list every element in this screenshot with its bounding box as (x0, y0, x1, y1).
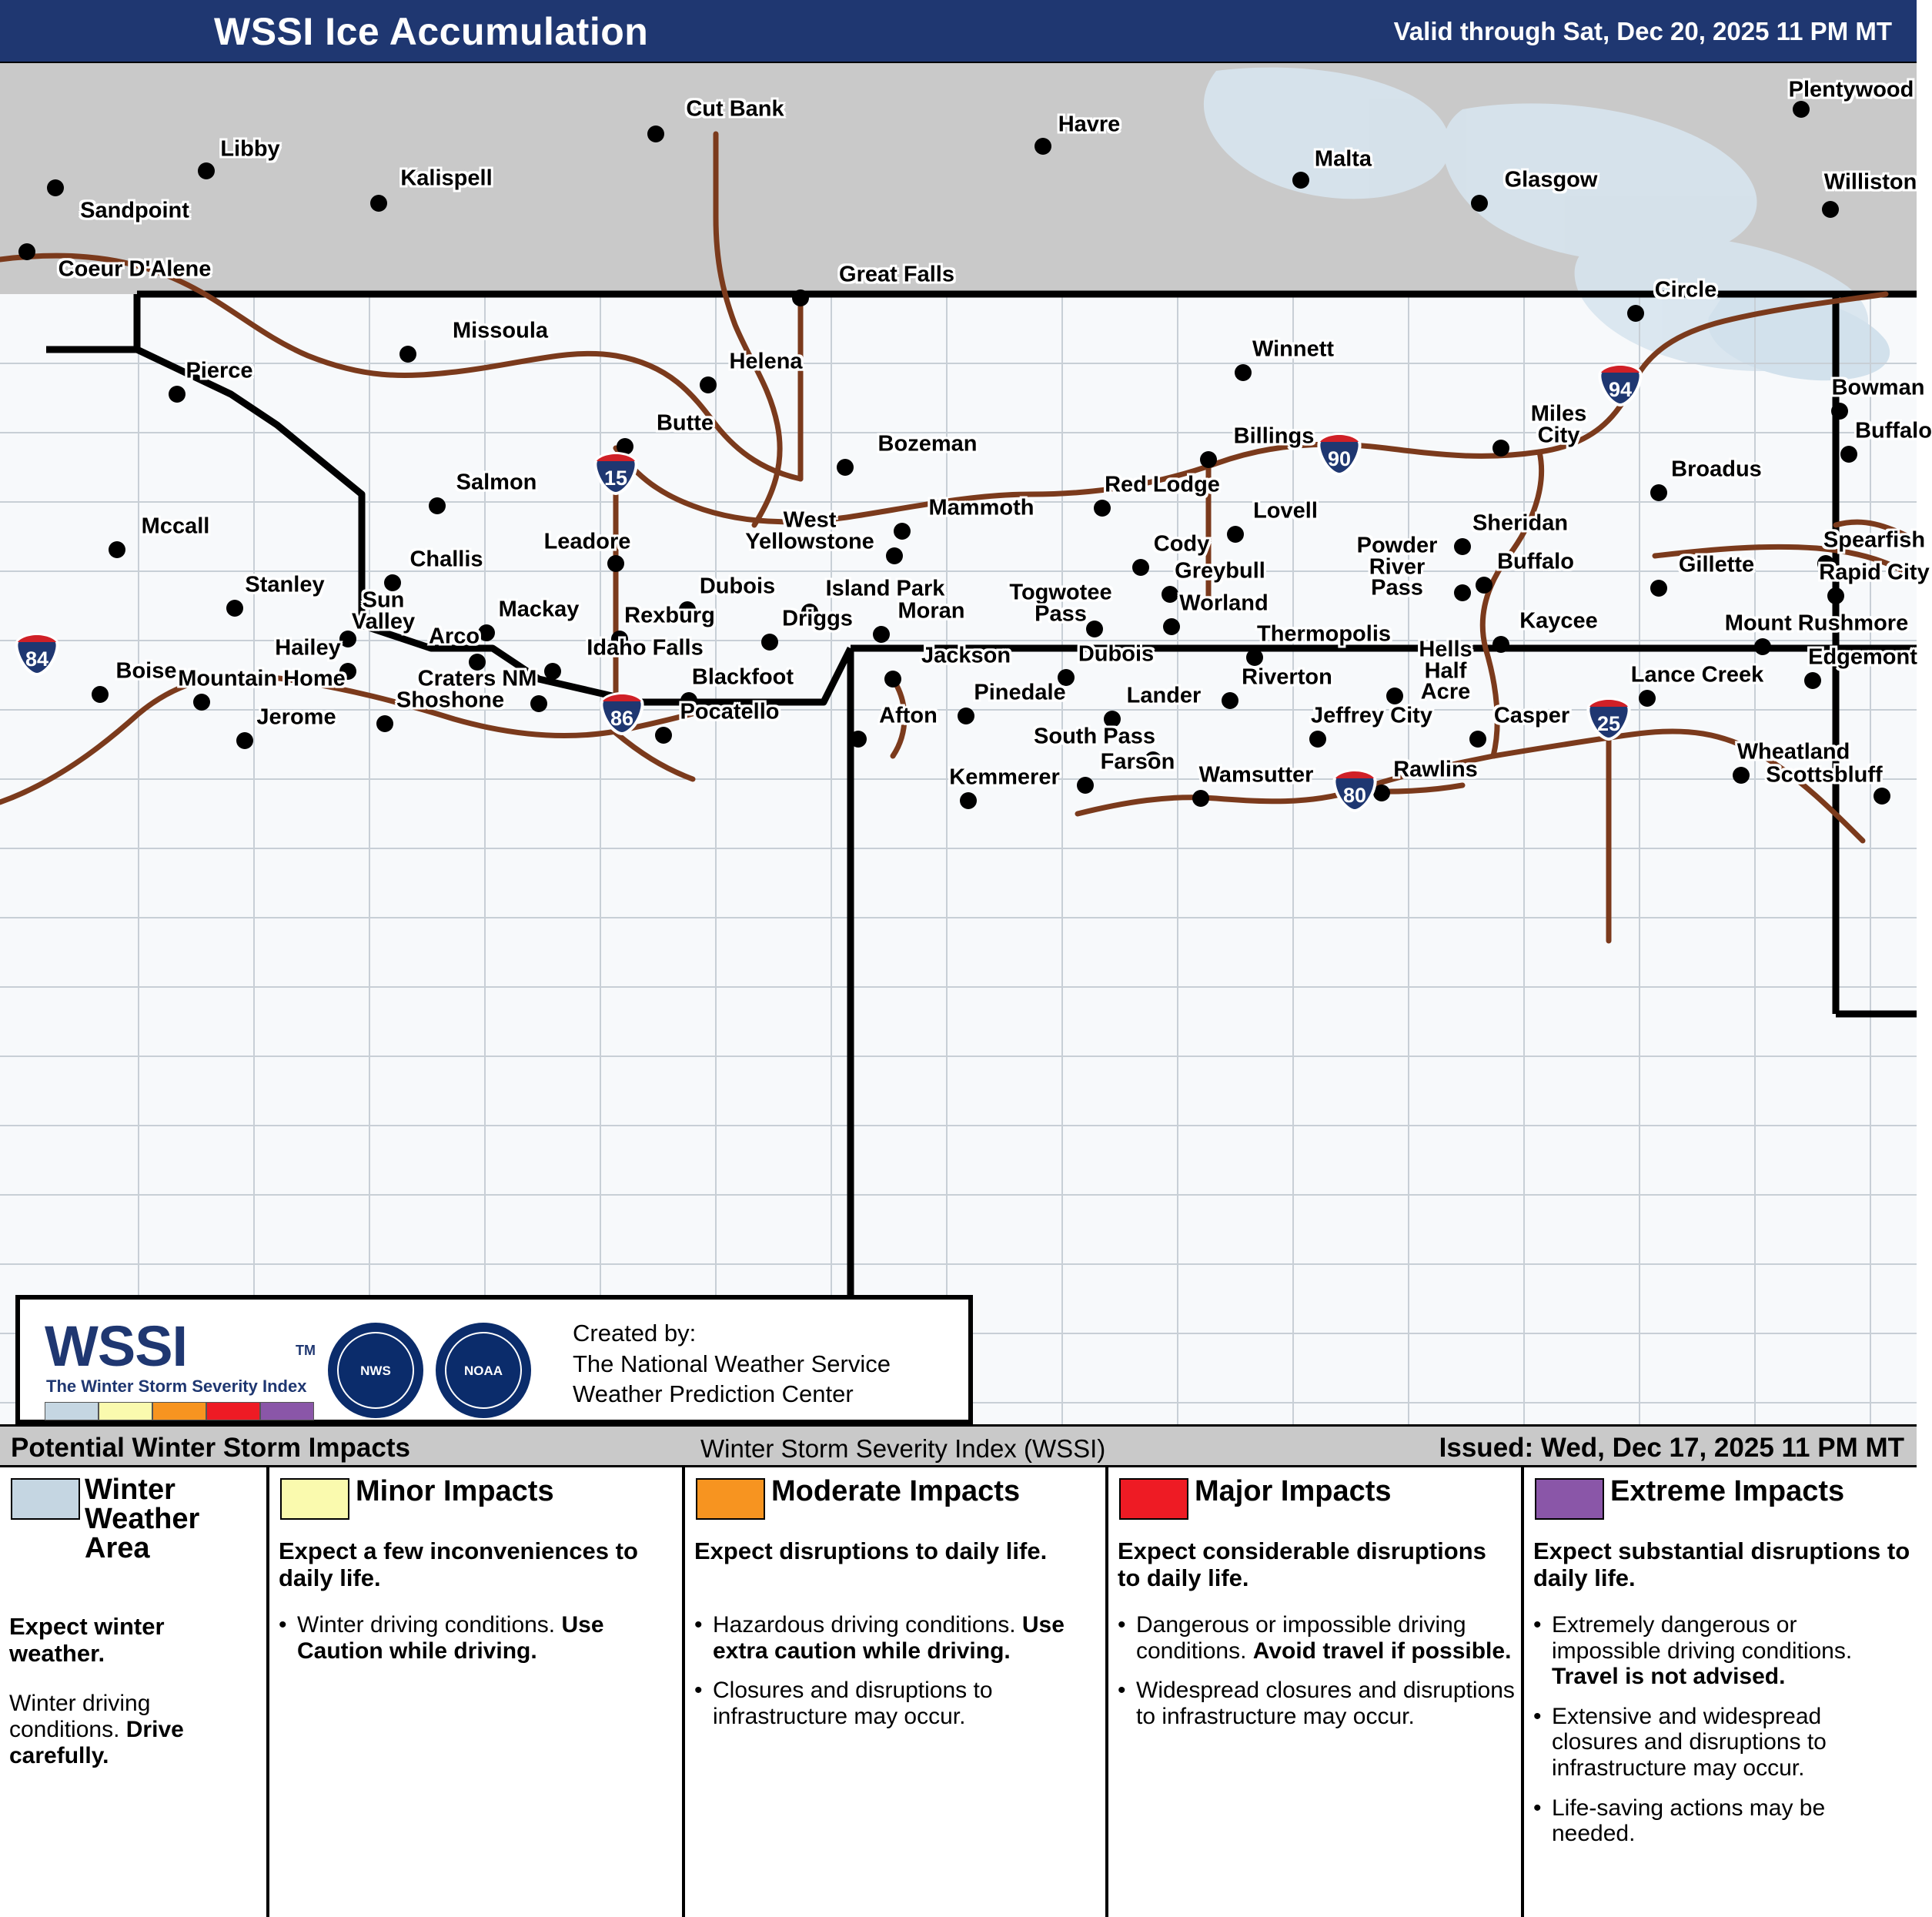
impact-legend (0, 1467, 1917, 1917)
city-dot (1469, 731, 1486, 748)
interstate-shield-icon (1317, 433, 1362, 476)
swatch-extreme (260, 1402, 314, 1420)
city-dot (1200, 451, 1217, 468)
city-label: Boise (115, 658, 177, 684)
city-label-line: Yellowstone (745, 529, 874, 554)
page-title: WSSI Ice Accumulation (214, 10, 649, 53)
created-by-line-2: The National Weather Service (573, 1350, 891, 1377)
city-dot (1077, 777, 1094, 794)
legend-bullet (1552, 1704, 1912, 1782)
legend-swatch (696, 1478, 765, 1520)
city-label: Lovell (1253, 498, 1318, 524)
created-by-line-3: Weather Prediction Center (573, 1380, 854, 1408)
city-dot (226, 600, 243, 617)
legend-bullet-emphasis: Use extra caution while driving. (713, 1612, 1065, 1664)
wssi-trademark: TM (296, 1343, 316, 1358)
created-by-line-1: Created by: (573, 1320, 697, 1347)
swatch-moderate (152, 1402, 206, 1420)
interstate-shield-icon (1598, 363, 1643, 406)
interstate-shield-icon (600, 692, 644, 735)
interstate-shield-icon (593, 452, 638, 495)
city-label: Buffalo (1497, 549, 1574, 574)
interstate-shield-icon (1586, 698, 1631, 741)
legend-title: Moderate Impacts (771, 1475, 1021, 1507)
city-label: Coeur D'Alene (58, 256, 212, 282)
interstate-number: 15 (603, 467, 628, 490)
city-dot (873, 626, 890, 643)
city-label: Pierce (186, 358, 253, 383)
wssi-wordmark: WSSI (45, 1314, 188, 1378)
city-dot (169, 386, 186, 403)
swatch-winter-weather-area (45, 1402, 99, 1420)
legend-title: Minor Impacts (356, 1475, 554, 1507)
city-label-line: Pass (1035, 601, 1087, 626)
city-label: Craters NM (417, 666, 537, 691)
legend-lead: Expect a few inconveniences to daily life. (279, 1537, 638, 1591)
city-dot (193, 694, 210, 711)
legend-swatch (1119, 1478, 1188, 1520)
legend-bullet-text: Dangerous or impossible driving conditions. (1136, 1612, 1466, 1664)
city-label: Bozeman (877, 431, 978, 457)
legend-bullet (1136, 1612, 1516, 1664)
city-dot (530, 695, 547, 712)
city-label: Malta (1314, 146, 1372, 172)
city-label: Mackay (498, 597, 580, 622)
legend-bullet (1552, 1612, 1912, 1690)
city-label: Red Lodge (1105, 472, 1220, 497)
city-label: Shoshone (396, 688, 505, 713)
city-label: Jeffrey City (1311, 703, 1432, 728)
city-label: Plentywood (1788, 77, 1914, 102)
city-label: Bowman (1831, 375, 1925, 400)
city-label-line: Hells (1419, 637, 1472, 662)
city-dot (1627, 305, 1644, 322)
city-dot (1476, 577, 1492, 594)
wssi-logo-box (15, 1295, 973, 1424)
legend-column (1108, 1467, 1524, 1917)
legend-bullet-list (1530, 1612, 1912, 1861)
city-label: Kalispell (400, 166, 493, 191)
city-dot (647, 125, 664, 142)
city-dot (1246, 649, 1263, 666)
legend-body-text: Winter driving conditions. (9, 1691, 151, 1743)
legend-bullet-text: Widespread closures and disruptions to infrastructure may occur. (1136, 1678, 1515, 1729)
city-label: Missoula (452, 318, 549, 343)
nws-seal-icon (328, 1323, 423, 1418)
interstate-number: 86 (610, 707, 634, 730)
city-dot (1192, 790, 1209, 807)
city-label: Sheridan (1472, 510, 1569, 536)
legend-bullet-text: Winter driving conditions. (297, 1612, 562, 1638)
interstate-shield-icon (1332, 769, 1377, 812)
city-dot (792, 289, 809, 306)
city-dot (1163, 618, 1180, 635)
swatch-major (206, 1402, 260, 1420)
city-label: Casper (1493, 703, 1570, 728)
legend-bullet-text: Life-saving actions may be needed. (1552, 1795, 1826, 1847)
city-dot (960, 792, 977, 809)
city-dot (236, 732, 253, 749)
legend-bullet-text: Hazardous driving conditions. (713, 1612, 1022, 1638)
city-label-line: Powder (1356, 533, 1438, 558)
city-dot (1309, 731, 1326, 748)
city-dot (1094, 500, 1111, 517)
noaa-seal-label: NOAA (463, 1363, 503, 1378)
legend-title: Extreme Impacts (1610, 1475, 1845, 1507)
city-dot (1145, 751, 1162, 768)
city-label: Mccall (141, 514, 210, 539)
city-dot (1132, 559, 1149, 576)
wssi-full-name-label: Winter Storm Severity Index (WSSI) (700, 1434, 1106, 1463)
city-label: Spearfish (1823, 527, 1926, 553)
city-label: Wamsutter (1198, 762, 1314, 788)
legend-bullet-list (691, 1612, 1101, 1743)
city-label: Glasgow (1504, 167, 1598, 192)
city-label: Jackson (921, 643, 1011, 668)
city-dot (1227, 526, 1244, 543)
legend-column (1524, 1467, 1917, 1917)
legend-lead: Expect considerable disruptions to daily life. (1118, 1537, 1486, 1591)
city-label: Island Park (825, 576, 945, 601)
city-label: Worland (1179, 590, 1269, 616)
city-dot (1086, 621, 1103, 637)
city-dot (1831, 403, 1848, 420)
interstate-number: 80 (1342, 784, 1367, 807)
map-graphic (0, 63, 1917, 1424)
legend-swatch (280, 1478, 349, 1520)
interstate-number: 25 (1596, 712, 1621, 735)
city-label: Pinedale (974, 680, 1066, 705)
city-label: Gillette (1678, 552, 1755, 577)
city-dot (1793, 101, 1810, 118)
city-label: Lance Creek (1630, 662, 1764, 688)
city-label: Salmon (456, 470, 537, 495)
city-label-line: River (1369, 554, 1426, 580)
city-dot (850, 731, 867, 748)
legend-bullet-emphasis: Avoid travel if possible. (1252, 1638, 1512, 1664)
legend-bullet (713, 1678, 1101, 1729)
city-dot (837, 459, 854, 476)
city-dot (339, 631, 356, 647)
city-dot (801, 604, 818, 621)
legend-bullet-emphasis: Travel is not advised. (1552, 1664, 1786, 1690)
legend-lead: Expect substantial disruptions to daily life. (1533, 1537, 1910, 1591)
valid-through-text: Valid through Sat, Dec 20, 2025 11 PM MT (1393, 17, 1892, 45)
city-dot (761, 634, 778, 651)
interstate-number: 94 (1608, 378, 1633, 401)
city-dot (1292, 172, 1309, 189)
impacts-subheader (0, 1424, 1917, 1467)
interstate-number: 90 (1327, 447, 1352, 470)
city-dot (1492, 636, 1509, 653)
city-dot (1386, 688, 1403, 704)
city-dot (1827, 587, 1844, 604)
city-dot (1650, 484, 1667, 501)
city-dot (92, 686, 109, 703)
city-label: Havre (1058, 112, 1121, 137)
city-dot (884, 671, 901, 688)
legend-bullet-text: Extensive and widespread closures and disruptions to infrastructure may occur. (1552, 1703, 1827, 1781)
city-dot (429, 497, 446, 514)
city-dot (1035, 138, 1051, 155)
legend-bullet (297, 1612, 677, 1664)
city-label: Buffalo (1855, 418, 1932, 443)
city-dot (679, 601, 696, 618)
wssi-subtitle: The Winter Storm Severity Index (46, 1377, 307, 1396)
city-dot (958, 708, 974, 724)
city-dot (370, 195, 387, 212)
city-dot (376, 715, 393, 732)
city-label: Lander (1126, 683, 1202, 708)
city-dot (339, 663, 356, 680)
city-label: Williston (1823, 169, 1917, 195)
city-label-line: City (1537, 423, 1580, 447)
city-label: Rexburg (624, 603, 715, 628)
city-dot (109, 541, 125, 558)
legend-bullet-list (1115, 1612, 1516, 1743)
legend-title: Winter Weather Area (85, 1474, 200, 1564)
city-label: Cut Bank (686, 96, 784, 122)
city-dot (1817, 555, 1834, 572)
city-label-line: West (783, 507, 837, 533)
city-label: Rawlins (1393, 757, 1478, 782)
city-dot (198, 162, 215, 179)
city-dot (1874, 788, 1890, 805)
city-label: Sandpoint (80, 198, 189, 223)
legend-swatch (1535, 1478, 1604, 1520)
nws-seal-label: NWS (360, 1363, 391, 1378)
wssi-color-swatches (45, 1402, 314, 1420)
city-label: Broadus (1671, 457, 1762, 482)
city-dot (1471, 195, 1488, 212)
city-dot (1733, 767, 1750, 784)
city-label: Butte (656, 410, 714, 436)
city-dot (1754, 638, 1771, 655)
city-label: Arco (428, 624, 480, 649)
city-dot (1454, 584, 1471, 601)
legend-bullet-list (276, 1612, 677, 1678)
city-dot (680, 692, 697, 709)
city-label: Helena (729, 349, 803, 374)
city-label: Jerome (256, 704, 336, 730)
city-label: South Pass (1034, 724, 1155, 749)
map-canvas[interactable] (0, 63, 1932, 1424)
city-label-line: Acre (1420, 679, 1471, 704)
city-dot (607, 555, 624, 572)
legend-column (0, 1467, 269, 1917)
city-label: Kaycee (1519, 608, 1598, 634)
city-dot (1804, 672, 1821, 689)
legend-lead: Expect disruptions to daily life. (694, 1537, 1048, 1564)
city-label: Edgemont (1808, 644, 1917, 670)
city-dot (1492, 440, 1509, 457)
city-label: Riverton (1242, 664, 1332, 690)
legend-bullet (1136, 1678, 1516, 1729)
city-label: Leadore (543, 529, 631, 554)
legend-bullet-text: Extremely dangerous or impossible driving conditions. (1552, 1612, 1853, 1664)
city-label: Hailey (275, 635, 341, 661)
city-label: Mount Rushmore (1724, 611, 1909, 636)
city-label: Pocatello (680, 699, 780, 724)
city-label-line: Half (1424, 658, 1467, 684)
city-label: Farson (1100, 749, 1175, 774)
city-label: Thermopolis (1256, 621, 1392, 647)
city-dot (1454, 538, 1471, 555)
legend-column (269, 1467, 685, 1917)
legend-bullet (1552, 1795, 1912, 1847)
legend-bullet-emphasis: Use Caution while driving. (297, 1612, 604, 1664)
city-dot (1104, 711, 1121, 728)
city-dot (700, 376, 717, 393)
city-dot (478, 624, 495, 641)
interstate-number: 84 (25, 647, 49, 671)
city-dot (886, 547, 903, 564)
city-label: Wheatland (1736, 739, 1850, 764)
city-label: Stanley (245, 572, 325, 597)
city-label: Dubois (1078, 641, 1155, 667)
interstate-shield-icon (15, 633, 59, 676)
city-dot (18, 243, 35, 260)
city-dot (1222, 692, 1238, 709)
city-label: Rapid City (1819, 560, 1930, 585)
city-dot (47, 179, 64, 196)
city-label: Winnett (1252, 336, 1335, 362)
city-label-line: Pass (1371, 575, 1423, 601)
noaa-seal-icon (436, 1323, 531, 1418)
city-dot (1822, 201, 1839, 218)
swatch-minor (99, 1402, 152, 1420)
city-label: Driggs (782, 606, 853, 631)
potential-impacts-label: Potential Winter Storm Impacts (11, 1433, 410, 1463)
city-dot (1840, 446, 1857, 463)
city-label-line: Valley (351, 609, 416, 634)
page-header (0, 0, 1917, 63)
legend-title: Major Impacts (1195, 1475, 1392, 1507)
legend-lead: Expect winter weather. (9, 1613, 165, 1667)
city-label: Kemmerer (949, 764, 1060, 790)
legend-body-emphasis: Drive carefully. (9, 1717, 184, 1769)
city-dot (894, 523, 911, 540)
city-label: Challis (409, 547, 483, 572)
city-label: Mammoth (928, 495, 1035, 520)
city-label: Afton (879, 703, 938, 728)
city-dot (611, 631, 628, 647)
city-label: Libby (220, 136, 280, 162)
legend-bullet (713, 1612, 1101, 1664)
city-label: Great Falls (839, 262, 954, 287)
city-label-line: Togwotee (1009, 580, 1112, 605)
city-label-line: Miles (1530, 401, 1587, 427)
city-dot (469, 654, 486, 671)
city-label: Cody (1153, 531, 1210, 557)
city-label: Billings (1233, 423, 1315, 449)
legend-column (685, 1467, 1108, 1917)
city-dot (1162, 586, 1178, 603)
city-label: Greybull (1175, 558, 1265, 584)
city-label: Moran (897, 598, 965, 624)
city-dot (1639, 690, 1656, 707)
city-dot (655, 727, 672, 744)
city-dot (1235, 364, 1252, 381)
city-label: Circle (1654, 277, 1717, 303)
city-label: Scottsbluff (1766, 762, 1883, 788)
city-label: Dubois (699, 574, 776, 599)
city-dot (1058, 669, 1075, 686)
city-dot (384, 574, 401, 591)
created-by-block (573, 1318, 891, 1410)
city-dot (399, 346, 416, 363)
legend-swatch (11, 1478, 80, 1520)
city-dot (1650, 580, 1667, 597)
city-label-line: Sun (362, 587, 405, 613)
legend-bullet-text: Closures and disruptions to infrastructure may occur. (713, 1678, 993, 1729)
city-dot (544, 663, 561, 680)
city-label: Idaho Falls (587, 635, 704, 661)
legend-body (9, 1691, 260, 1770)
issued-label: Issued: Wed, Dec 17, 2025 11 PM MT (1439, 1433, 1904, 1463)
city-label: Blackfoot (691, 664, 794, 690)
city-label: Mountain Home (178, 666, 346, 691)
